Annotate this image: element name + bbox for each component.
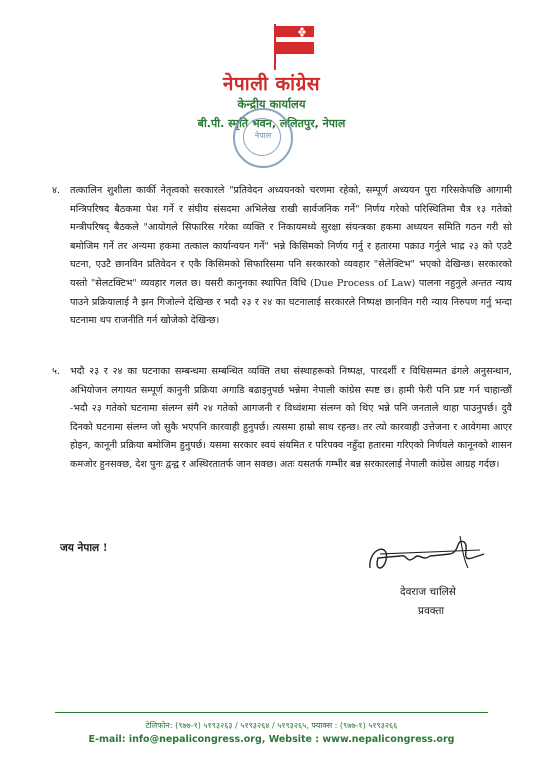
signatory-title: प्रवक्ता [418,605,445,617]
closing-salutation: जय नेपाल ! [60,542,108,554]
footer-phone-line: टेलिफोन: (९७७-१) ५१९३२६३ / ५१९३२६४ / ५१९३२६५, फ्याक्स : (९७७-१) ५१९३२६६ [145,721,398,730]
paragraph-number: ५. [52,366,61,377]
signatory-name: देवराज चालिसे [400,586,456,598]
paragraph-text: भदौ २३ र २४ का घटनाका सम्बन्धमा सम्बन्धित व्यक्ति तथा संस्थाहरूको निष्पक्ष, पारदर्शी र विधिसम्मत ढंगले अनुसन्धान, अभियोजन लगायत सम्पूर्ण कानुनी प्रक्रिया अगाडि बढाइनुपर्छ भन्नेमा नेपाली कांग्रेस स्पष्ट छ। हामी फेरी पनि प्रष्ट गर्न चाहान्छौं -भदौ २३ गतेको घटनामा संलग्न संगै २४ गतेको आगजनी र विध्वंशमा संलग्न को थिए भन्ने पनि जनताले थाहा पाउनुपर्छ। दुवै दिनको घटनामा संलग्न जो सुकै भएपनि कारवाही हुनुपर्छ। त्यसमा हाम्रो साथ रहन्छ। तर त्यो कारवाही उत्तेजना र आवेगमा आएर होइन, कानूनी प्रक्रिया बमोजिम हुनुपर्छ। यसमा सरकार स्वयं संयमित र परिपक्व नहुँदा हतारमा गरिएको निर्णयले कानूनको शासन कमजोर हुनसक्छ, देश पुनः द्वन्द्व र अस्थिरतातर्फ जान सक्छ। अतः यसतर्फ गम्भीर बन्न सरकारलाई नेपाली कांग्रेस आग्रह गर्दछ। [70,366,512,470]
footer-divider [55,712,488,713]
seal-text: नेपाल [254,131,272,140]
paragraph-number: ४. [52,185,61,196]
office-seal-icon [233,108,293,168]
handwritten-signature-icon [360,528,490,580]
organization-name: नेपाली कांग्रेस [222,73,321,95]
footer-contact-line: E-mail: info@nepalicongress.org, Website : www.nepalicongress.org [88,734,455,745]
office-name: केन्द्रीय कार्यालय [237,97,306,111]
party-flag-icon [270,22,318,70]
paragraph-text: तत्कालिन शुशीला कार्की नेतृत्वको सरकारले "प्रतिवेदन अध्ययनको चरणमा रहेको, सम्पूर्ण अध्ययन पुरा गरिसकेपछि आगामी मन्त्रिपरिषद बैठकमा पेश गर्ने र संघीय संसदमा अभिलेख राखी सार्वजनिक गर्ने" निर्णय गरेको परिस्थितिमा चैत्र १३ गतेको मन्त्रीपरिषद् बैठकले "आयोगले सिफारिस गरेका व्यक्ति र निकायमध्ये सुरक्षा संयन्त्रका हकमा अध्ययन समिति गठन गरी सो बमोजिम गर्ने तर अन्यमा हकमा तत्काल कार्यान्वयन गर्ने" भन्ने किसिमको निर्णय गर्नु र हतारमा पक्राउ गर्नुले भाद्र २३ को एउटै घटना, एउटै छानविन प्रतिवेदन र एकै किसिमको सिफारिसमा पनि सरकारको व्यवहार "सेलेक्टिभ" भएको देखिन्छ। सरकारको यस्तो "सेलटक्टिभ" व्यवहार गलत छ। यसरी कानुनका स्थापित विधि (Due Process of Law) पालना नहुनुले अन्तत न्याय पाउने प्रक्रियालाई नै झन गिजोल्ने देखिन्छ र भदौ २३ र २४ का घटनालाई सरकारले निष्पक्ष छानविन गरी न्याय निरुपण गर्नु भन्दा घटनामा थप राजनीति गर्न खोजेको देखिन्छ। [70,185,512,327]
office-address: बी.पी. स्मृति भवन, ललितपुर, नेपाल [197,117,346,130]
paragraph-5 [52,363,512,475]
paragraph-4 [52,182,512,331]
